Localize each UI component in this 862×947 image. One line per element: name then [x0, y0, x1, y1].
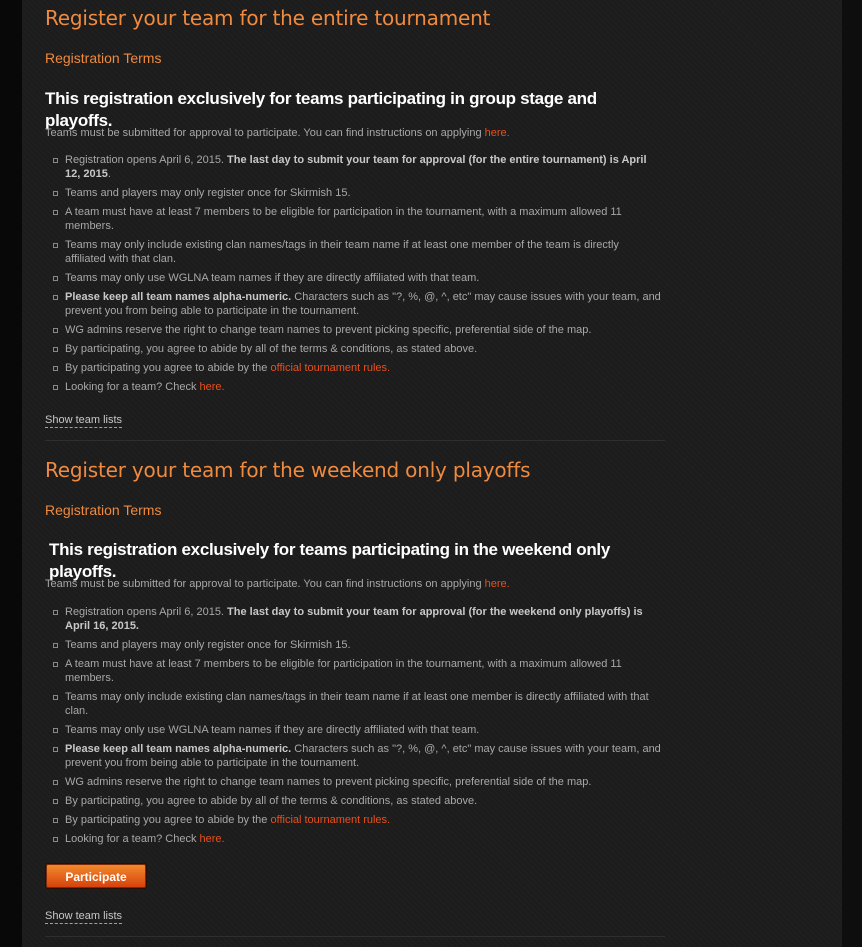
term-text: Looking for a team? Check — [65, 833, 200, 845]
terms-list-wrap — [45, 605, 661, 846]
show-team-lists-toggle[interactable]: Show team lists — [45, 910, 123, 922]
term-link[interactable]: official tournament rules. — [270, 362, 391, 374]
term-text: Teams and players may only register once for Skirmish 15. — [65, 187, 351, 199]
registration-headline: This registration exclusively for teams participating in group stage and playoffs. — [45, 89, 597, 130]
section-title: Register your team for the weekend only playoffs — [45, 458, 531, 482]
term-text: By participating you agree to abide by the — [65, 814, 271, 826]
term-item — [45, 638, 661, 652]
term-text: By participating, you agree to abide by all of the terms & conditions, as stated above. — [65, 795, 478, 807]
term-item — [45, 153, 661, 181]
intro-wrap — [45, 577, 665, 591]
intro-text-body: Teams must be submitted for approval to participate. You can find instructions on applying — [45, 127, 485, 139]
term-text: WG admins reserve the right to change team names to prevent picking specific, preferential side of the map. — [65, 324, 592, 336]
right-margin — [842, 0, 862, 947]
term-text: A team must have at least 7 members to be eligible for participation in the tournament, with a maximum allowed 11 members. — [65, 206, 622, 232]
term-text: Looking for a team? Check — [65, 381, 200, 393]
term-text: Registration opens April 6, 2015. — [65, 154, 228, 166]
term-text-tail: Characters such as "?, %, @, ^, etc" may cause issues with your team, and prevent you from being able to participate in the tournament. — [65, 291, 661, 317]
instructions-link[interactable]: here. — [484, 578, 510, 590]
term-item — [45, 380, 661, 394]
term-item — [45, 205, 661, 233]
intro-text — [45, 577, 665, 591]
section-divider — [45, 936, 665, 937]
term-item — [45, 794, 661, 808]
instructions-link[interactable]: here. — [484, 127, 510, 139]
terms-label-wrap — [45, 501, 665, 519]
registration-terms-label: Registration Terms — [45, 502, 162, 518]
section-divider — [45, 440, 665, 441]
term-item — [45, 690, 661, 718]
term-item — [45, 813, 661, 827]
term-text: By participating you agree to abide by the — [65, 362, 271, 374]
registration-headline: This registration exclusively for teams participating in the weekend only playoffs. — [49, 540, 610, 581]
term-item — [45, 323, 661, 337]
term-item — [45, 657, 661, 685]
term-link[interactable]: official tournament rules. — [270, 814, 391, 826]
term-text: A team must have at least 7 members to be eligible for participation in the tournament, with a maximum allowed 11 members. — [65, 658, 622, 684]
term-item — [45, 832, 661, 846]
intro-wrap — [45, 126, 665, 140]
term-text: WG admins reserve the right to change team names to prevent picking specific, preferential side of the map. — [65, 776, 592, 788]
term-item — [45, 186, 661, 200]
term-link[interactable]: here. — [199, 381, 225, 393]
terms-list — [45, 605, 661, 846]
term-text-tail: Characters such as "?, %, @, ^, etc" may cause issues with your team, and prevent you from being able to participate in the tournament. — [65, 743, 661, 769]
registration-section-full — [45, 6, 665, 30]
show-team-lists-toggle[interactable]: Show team lists — [45, 414, 123, 426]
show-lists-wrap — [45, 906, 665, 924]
section-title: Register your team for the entire tournament — [45, 6, 491, 30]
term-text-tail: . — [107, 168, 111, 180]
intro-text — [45, 126, 665, 140]
term-item — [45, 742, 661, 770]
main-content — [22, 0, 842, 947]
term-text: Teams may only use WGLNA team names if they are directly affiliated with that team. — [65, 272, 480, 284]
show-lists-wrap — [45, 410, 665, 428]
term-emphasis: The last day to submit your team for approval (for the weekend only playoffs) is April 16, 2015. — [65, 606, 643, 632]
term-text: Teams may only include existing clan names/tags in their team name if at least one member is directly affiliated with that clan. — [65, 691, 649, 717]
term-emphasis: Please keep all team names alpha-numeric. — [65, 291, 292, 303]
term-emphasis: Please keep all team names alpha-numeric. — [65, 743, 292, 755]
term-item — [45, 361, 661, 375]
term-text: Teams may only use WGLNA team names if they are directly affiliated with that team. — [65, 724, 480, 736]
term-text: Registration opens April 6, 2015. — [65, 606, 228, 618]
term-text: Teams and players may only register once for Skirmish 15. — [65, 639, 351, 651]
terms-label-wrap — [45, 49, 665, 67]
term-text: By participating, you agree to abide by all of the terms & conditions, as stated above. — [65, 343, 478, 355]
term-item — [45, 775, 661, 789]
term-item — [45, 342, 661, 356]
term-item — [45, 723, 661, 737]
terms-list — [45, 153, 661, 394]
term-emphasis: The last day to submit your team for approval (for the entire tournament) is April 12, 2015 — [65, 154, 647, 180]
term-item — [45, 605, 661, 633]
terms-list-wrap — [45, 153, 661, 394]
term-link[interactable]: here. — [199, 833, 225, 845]
left-margin — [0, 0, 22, 947]
participate-button[interactable]: Participate — [46, 864, 146, 888]
registration-section-weekend — [45, 458, 665, 482]
registration-terms-label: Registration Terms — [45, 50, 162, 66]
term-item — [45, 271, 661, 285]
intro-text-body: Teams must be submitted for approval to participate. You can find instructions on applying — [45, 578, 485, 590]
term-item — [45, 238, 661, 266]
term-item — [45, 290, 661, 318]
term-text: Teams may only include existing clan names/tags in their team name if at least one member of the team is directly affiliated with that clan. — [65, 239, 619, 265]
